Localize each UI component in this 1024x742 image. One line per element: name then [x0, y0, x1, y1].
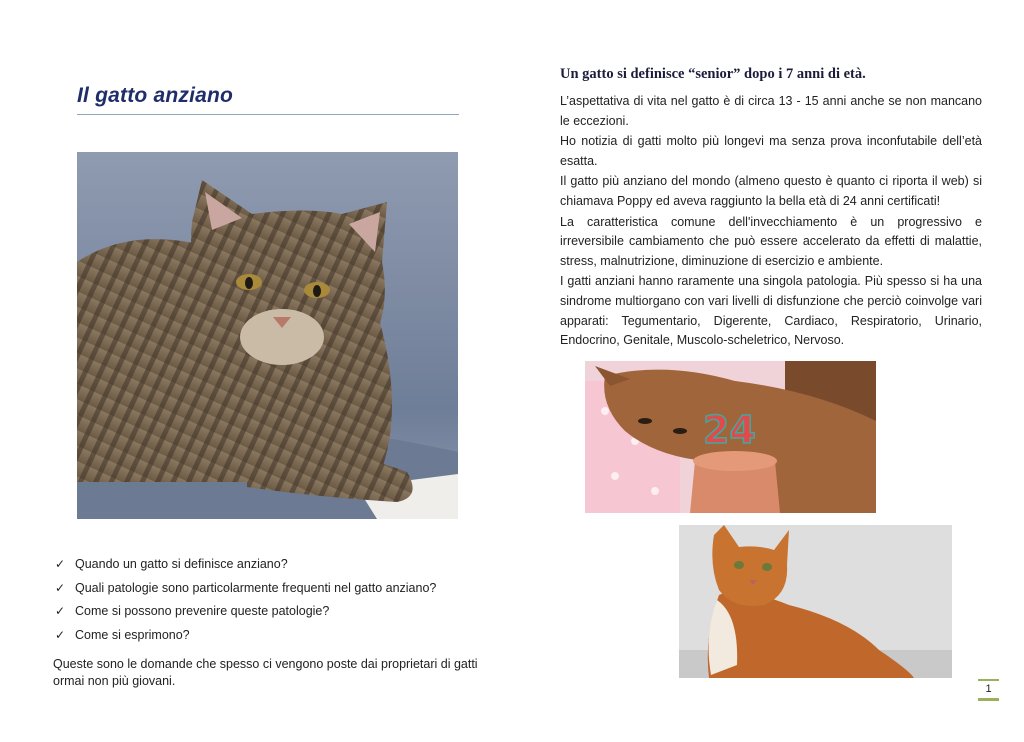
paragraph: Il gatto più anziano del mondo (almeno questo è quanto ci riporta il web) si chiamava Poppy ed aveva raggiunto la bella età di 24 anni certificati! [560, 174, 982, 208]
check-icon: ✓ [55, 557, 66, 571]
title-underline [77, 114, 459, 115]
orange-cat-photo [679, 525, 952, 678]
orange-cat-illustration [679, 525, 952, 678]
question-item [55, 555, 475, 579]
page-number-top-rule [978, 679, 999, 681]
paragraph: L’aspettativa di vita nel gatto è di circa 13 - 15 anni anche se non mancano le eccezioni. [560, 94, 982, 128]
question-item [55, 602, 475, 626]
check-icon: ✓ [55, 604, 66, 618]
page-number: 1 [985, 683, 992, 695]
page-number-bottom-rule [978, 698, 999, 701]
question-text: Come si esprimono? [75, 627, 190, 642]
check-icon: ✓ [55, 580, 66, 595]
paragraph: I gatti anziani hanno raramente una singola patologia. Più spesso si ha una sindrome multiorgano con vari livelli di disfunzione che perciò coinvolge vari apparati: Tegumentario, Digerente, Cardiaco, Respiratorio, Urinario, Endocrino, Genitale, Muscolo-scheletrico, Nervoso. [560, 274, 982, 348]
paragraph: La caratteristica comune dell'invecchiamento è un progressivo e irreversibile cambiamento che può essere accelerato da effetti di malattie, stress, malnutrizione, diminuzione di esercizio e ambiente. [560, 214, 982, 268]
body-text [560, 92, 982, 352]
cake-number: 24 [703, 408, 756, 452]
question-text: Come si possono prevenire queste patologie? [75, 604, 330, 618]
question-list [55, 555, 475, 649]
question-item [55, 626, 475, 650]
question-item [55, 579, 475, 603]
closing-note: Queste sono le domande che spesso ci vengono poste dai proprietari di gatti ormai non più giovani. [53, 657, 478, 688]
birthday-cat-illustration [585, 361, 876, 513]
cat-birthday-cake-photo [585, 361, 876, 513]
tabby-cat-photo [77, 152, 458, 519]
paragraph: Ho notizia di gatti molto più longevi ma senza prova inconfutabile dell’età esatta. [560, 134, 982, 168]
tabby-cat-illustration [77, 152, 458, 519]
question-text: Quali patologie sono particolarmente frequenti nel gatto anziano? [75, 580, 437, 595]
question-text: Quando un gatto si definisce anziano? [75, 557, 288, 571]
page-title: Il gatto anziano [77, 84, 234, 107]
check-icon: ✓ [55, 627, 66, 642]
section-heading: Un gatto si definisce “senior” dopo i 7 anni di età. [560, 66, 866, 82]
